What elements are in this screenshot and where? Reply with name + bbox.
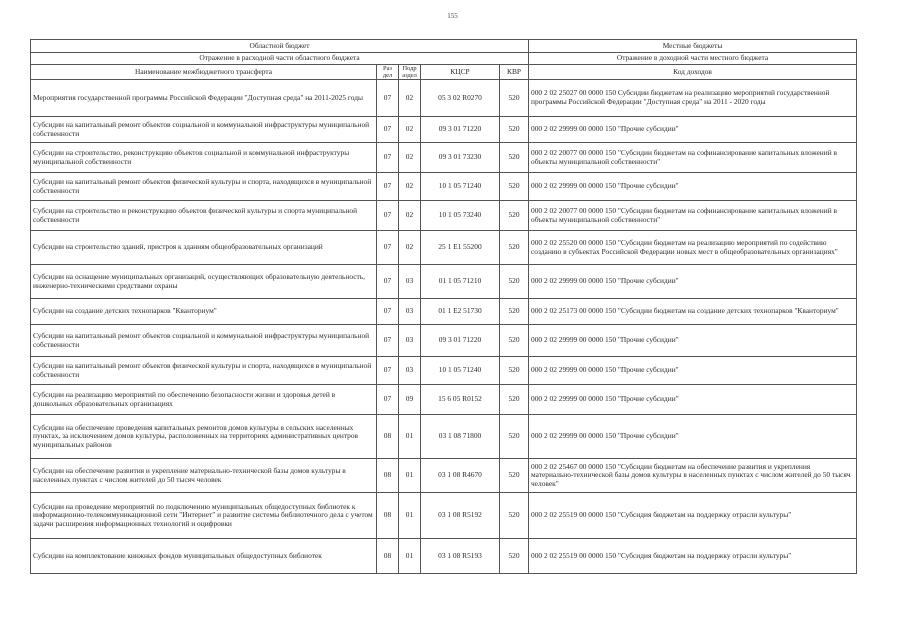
razdel-cell: 08	[377, 459, 399, 493]
transfer-name-header: Наименование межбюджетного трансферта	[31, 65, 377, 80]
razdel-cell: 07	[377, 143, 399, 173]
transfer-name-cell: Субсидии на проведение мероприятий по подключению муниципальных общедоступных библиотек к информационно-телекоммуникационной сети "Интернет" и развитие системы библиотечного дела с учетом задачи расширения информационных технологий и оцифровки	[31, 493, 377, 539]
income-code-cell: 000 2 02 20077 00 0000 150 "Субсидии бюджетам на софинансирование капитальных вложений в объекты муниципальной собственности"	[529, 143, 857, 173]
kvr-cell: 520	[500, 299, 529, 325]
transfer-name-cell: Субсидии на капитальный ремонт объектов физической культуры и спорта, находящихся в муниципальной собственности	[31, 357, 377, 385]
podrazdel-cell: 02	[399, 231, 421, 265]
podrazdel-cell: 03	[399, 325, 421, 357]
transfer-name-cell: Субсидии на строительство зданий, пристроя к зданиям общеобразовательных организаций	[31, 231, 377, 265]
kvr-cell: 520	[500, 415, 529, 459]
income-code-cell: 000 2 02 29999 00 0000 150 "Прочие субсидии"	[529, 117, 857, 143]
income-code-cell: 000 2 02 29999 00 0000 150 "Прочие субсидии"	[529, 325, 857, 357]
podrazdel-cell: 01	[399, 493, 421, 539]
table-row	[31, 299, 857, 325]
header-row-2	[31, 53, 857, 65]
local-budgets-header: Местные бюджеты	[529, 40, 857, 53]
kcsr-cell: 01 1 05 71210	[421, 265, 500, 299]
kcsr-cell: 09 3 01 71220	[421, 117, 500, 143]
transfer-name-cell: Субсидии на капитальный ремонт объектов физической культуры и спорта, находящихся в муниципальной собственности	[31, 173, 377, 201]
table-row	[31, 325, 857, 357]
kcsr-header: КЦСР	[421, 65, 500, 80]
transfer-name-cell: Субсидии на обеспечение проведения капитальных ремонтов домов культуры в сельских населенных пунктах, за исключением домов культуры, расположенных на территориях административных центров муниципальных районов	[31, 415, 377, 459]
kcsr-cell: 25 1 E1 55200	[421, 231, 500, 265]
table-row	[31, 80, 857, 117]
transfer-name-cell: Субсидии на реализацию мероприятий по обеспечению безопасности жизни и здоровья детей в дошкольных образовательных организациях	[31, 385, 377, 415]
podrazdel-cell: 01	[399, 539, 421, 574]
kvr-cell: 520	[500, 231, 529, 265]
table-row	[31, 231, 857, 265]
income-code-cell: 000 2 02 25173 00 0000 150 "Субсидии бюджетам на создание детских технопарков "Кванториум"	[529, 299, 857, 325]
razdel-cell: 07	[377, 173, 399, 201]
transfer-name-cell: Субсидии на строительство и реконструкцию объектов физической культуры и спорта муниципальной собственности	[31, 201, 377, 231]
kcsr-cell: 09 3 01 73230	[421, 143, 500, 173]
page-number: 155	[447, 12, 458, 20]
kcsr-cell: 03 1 08 R5192	[421, 493, 500, 539]
razdel-header: Раз дел	[377, 65, 399, 80]
table-row	[31, 385, 857, 415]
table-row	[31, 415, 857, 459]
kvr-cell: 520	[500, 201, 529, 231]
transfer-name-cell: Субсидии на комплектование книжных фондов муниципальных общедоступных библиотек	[31, 539, 377, 574]
kvr-cell: 520	[500, 357, 529, 385]
income-code-cell: 000 2 02 29999 00 0000 150 "Прочие субсидии"	[529, 357, 857, 385]
podrazdel-cell: 02	[399, 143, 421, 173]
podrazdel-cell: 09	[399, 385, 421, 415]
table-row	[31, 539, 857, 574]
kcsr-cell: 10 1 05 73240	[421, 201, 500, 231]
table-row	[31, 459, 857, 493]
razdel-cell: 07	[377, 201, 399, 231]
podrazdel-cell: 02	[399, 117, 421, 143]
razdel-cell: 07	[377, 299, 399, 325]
razdel-cell: 08	[377, 415, 399, 459]
transfers-table	[30, 39, 857, 574]
table-row	[31, 201, 857, 231]
kvr-cell: 520	[500, 385, 529, 415]
income-code-cell: 000 2 02 29999 00 0000 150 "Прочие субсидии"	[529, 385, 857, 415]
income-code-cell: 000 2 02 29999 00 0000 150 "Прочие субсидии"	[529, 265, 857, 299]
razdel-cell: 07	[377, 357, 399, 385]
income-code-cell: 000 2 02 25027 00 0000 150 Субсидии бюджетам на реализацию мероприятий государственной программы Российской Федерации "Доступная среда" на 2011 - 2020 годы	[529, 80, 857, 117]
podrazdel-cell: 03	[399, 357, 421, 385]
razdel-cell: 07	[377, 265, 399, 299]
income-code-cell: 000 2 02 29999 00 0000 150 "Прочие субсидии"	[529, 415, 857, 459]
income-code-cell: 000 2 02 29999 00 0000 150 "Прочие субсидии"	[529, 173, 857, 201]
podrazdel-header: Подр аздел	[399, 65, 421, 80]
local-income-header: Отражение в доходной части местного бюджета	[529, 53, 857, 65]
table-row	[31, 117, 857, 143]
kvr-cell: 520	[500, 80, 529, 117]
kcsr-cell: 03 1 08 71800	[421, 415, 500, 459]
transfer-name-cell: Субсидии на оснащение муниципальных организаций, осуществляющих образовательную деятельность, инженерно-техническими средствами охраны	[31, 265, 377, 299]
income-code-cell: 000 2 02 20077 00 0000 150 "Субсидии бюджетам на софинансирование капитальных вложений в объекты муниципальной собственности"	[529, 201, 857, 231]
table-row	[31, 173, 857, 201]
razdel-cell: 07	[377, 80, 399, 117]
table-row	[31, 357, 857, 385]
transfer-name-cell: Субсидии на капитальный ремонт объектов социальной и коммунальной инфраструктуры муниципальной собственности	[31, 117, 377, 143]
razdel-cell: 08	[377, 493, 399, 539]
kcsr-cell: 10 1 05 71240	[421, 357, 500, 385]
razdel-cell: 07	[377, 231, 399, 265]
podrazdel-cell: 03	[399, 299, 421, 325]
razdel-cell: 07	[377, 117, 399, 143]
podrazdel-cell: 03	[399, 265, 421, 299]
podrazdel-cell: 02	[399, 173, 421, 201]
kcsr-cell: 03 1 08 R4670	[421, 459, 500, 493]
header-row-3	[31, 65, 857, 80]
kvr-cell: 520	[500, 325, 529, 357]
kvr-cell: 520	[500, 173, 529, 201]
transfer-name-cell: Субсидии на строительство, реконструкцию объектов социальной и коммунальной инфраструктуры муниципальной собственности	[31, 143, 377, 173]
kvr-cell: 520	[500, 143, 529, 173]
transfer-name-cell: Субсидии на создание детских технопарков "Кванториум"	[31, 299, 377, 325]
table-row	[31, 143, 857, 173]
kvr-cell: 520	[500, 539, 529, 574]
kcsr-cell: 01 1 E2 51730	[421, 299, 500, 325]
razdel-cell: 07	[377, 325, 399, 357]
income-code-cell: 000 2 02 25519 00 0000 150 "Субсидия бюджетам на поддержку отрасли культуры"	[529, 539, 857, 574]
kvr-cell: 520	[500, 493, 529, 539]
transfer-name-cell: Субсидии на обеспечение развития и укрепление материально-технической базы домов культуры в населенных пунктах с числом жителей до 50 тысяч человек	[31, 459, 377, 493]
razdel-cell: 08	[377, 539, 399, 574]
income-code-cell: 000 2 02 25520 00 0000 150 "Субсидии бюджетам на реализацию мероприятий по содействию созданию в субъектах Российской Федерации новых мест в общеобразовательных организациях"	[529, 231, 857, 265]
transfer-name-cell: Субсидии на капитальный ремонт объектов социальной и коммунальной инфраструктуры муниципальной собственности	[31, 325, 377, 357]
header-row-1	[31, 40, 857, 53]
podrazdel-cell: 02	[399, 201, 421, 231]
podrazdel-cell: 01	[399, 459, 421, 493]
kcsr-cell: 05 3 02 R0270	[421, 80, 500, 117]
kvr-cell: 520	[500, 117, 529, 143]
income-code-cell: 000 2 02 25467 00 0000 150 "Субсидии бюджетам на обеспечение развития и укрепления материально-технической базы домов культуры в населенных пунктах с числом жителей до 50 тысяч человек"	[529, 459, 857, 493]
razdel-cell: 07	[377, 385, 399, 415]
kcsr-cell: 15 6 05 R0152	[421, 385, 500, 415]
income-code-header: Код доходов	[529, 65, 857, 80]
kcsr-cell: 10 1 05 71240	[421, 173, 500, 201]
table-row	[31, 265, 857, 299]
kvr-header: КВР	[500, 65, 529, 80]
regional-expense-header: Отражение в расходной части областного бюджета	[31, 53, 529, 65]
kcsr-cell: 09 3 01 71220	[421, 325, 500, 357]
regional-budget-header: Областной бюджет	[31, 40, 529, 53]
kvr-cell: 520	[500, 459, 529, 493]
podrazdel-cell: 01	[399, 415, 421, 459]
income-code-cell: 000 2 02 25519 00 0000 150 "Субсидия бюджетам на поддержку отрасли культуры"	[529, 493, 857, 539]
kvr-cell: 520	[500, 265, 529, 299]
transfer-name-cell: Мероприятия государственной программы Российской Федерации "Доступная среда" на 2011-2025 годы	[31, 80, 377, 117]
table-row	[31, 493, 857, 539]
kcsr-cell: 03 1 08 R5193	[421, 539, 500, 574]
podrazdel-cell: 02	[399, 80, 421, 117]
